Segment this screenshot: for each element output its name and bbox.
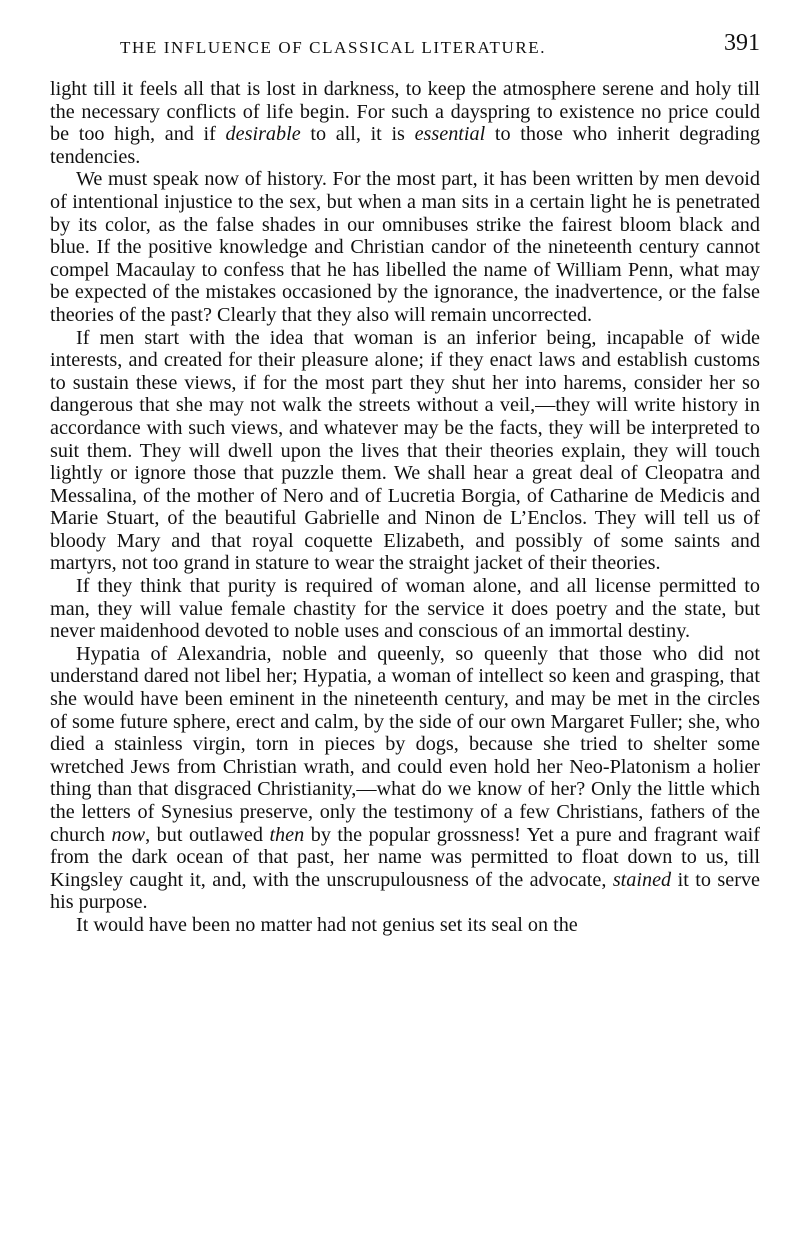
text-segment: to those who inherit degrading tendencies. (50, 123, 761, 168)
paragraph (50, 168, 760, 326)
italic-text: then (269, 823, 305, 846)
running-title: THE INFLUENCE OF CLASSICAL LITERATURE. (120, 38, 547, 57)
paragraph (50, 914, 760, 937)
text-segment: to all, it is (300, 123, 415, 146)
body-text (50, 78, 760, 937)
text-segment: If they think that purity is required of woman alone, and all license permitted to man, they will value female chastity for the service it does poetry and the state, but never maidenhood devoted to noble uses and conscious of an immortal destiny. (50, 575, 760, 643)
text-segment: by the popular grossness! Yet a pure and fragrant waif from the dark ocean of that past, her name was permitted to float down to us, till Kingsley caught it, and, with the unscrupulousness of the advocate, (50, 823, 760, 891)
italic-text: stained (612, 868, 672, 891)
italic-text: now (111, 823, 146, 846)
text-segment: Hypatia of Alexandria, noble and queenly, so queenly that those who did not understand dared not libel her; Hypatia, a woman of intellect so keen and grasping, that she would have been eminent in the nineteenth century, and may be met in the circles of some future sphere, erect and calm, by the side of our own Margaret Fuller; she, who died a stainless virgin, torn in pieces by dogs, because she tried to shelter some wretched Jews from Christian wrath, and could even hold her Neo-Platonism a holier thing than that disgraced Christianity,—what do we know of her? Only the little which the letters of Synesius preserve, only the testimony of a few Christians, fathers of the church (50, 642, 760, 846)
text-segment: If men start with the idea that woman is an inferior being, incapable of wide interests, and created for their pleasure alone; if they enact laws and establish customs to sustain these views, if for the most part they shut her into harems, consider her so dangerous that she may not walk the streets without a veil,—they will write history in accordance with such views, and whatever may be the facts, they will be interpreted to suit them. They will dwell upon the lives that their theories explain, they will touch lightly or ignore those that puzzle them. We shall hear a great deal of Cleopatra and Messalina, of the mother of Nero and of Lucretia Borgia, of Catharine de Medicis and Marie Stuart, of the beautiful Gabrielle and Ninon de L’Enclos. They will tell us of bloody Mary and that royal coquette Elizabeth, and possibly of some saints and martyrs, not too grand in stature to wear the straight jacket of their theories. (50, 326, 760, 575)
text-segment: , but outlawed (145, 823, 270, 846)
text-segment: It would have been no matter had not genius set its seal on the (76, 913, 578, 936)
paragraph (50, 78, 760, 168)
book-page (50, 30, 760, 937)
italic-text: desirable (225, 123, 301, 146)
text-segment: it to serve his purpose. (50, 868, 760, 914)
paragraph (50, 327, 760, 576)
italic-text: essential (414, 123, 486, 146)
page-number: 391 (724, 30, 760, 56)
text-segment: We must speak now of history. For the most part, it has been written by men devoid of intentional injustice to the sex, but when a man sits in a certain light he is penetrated by its color, as the false shades in our omnibuses strike the fairest bloom black and blue. If the positive knowledge and Christian candor of the nineteenth century cannot compel Macaulay to confess that he has libelled the name of William Penn, what may be expected of the mistakes occasioned by the ignorance, the inadvertence, or the false theories of the past? Clearly that they also will remain uncorrected. (50, 168, 760, 326)
text-segment: light till it feels all that is lost in darkness, to keep the atmosphere serene and holy till the necessary conflicts of life begin. For such a dayspring to existence no price could be too high, and if (50, 78, 760, 146)
page-header (50, 30, 760, 70)
paragraph (50, 643, 760, 914)
paragraph (50, 575, 760, 643)
